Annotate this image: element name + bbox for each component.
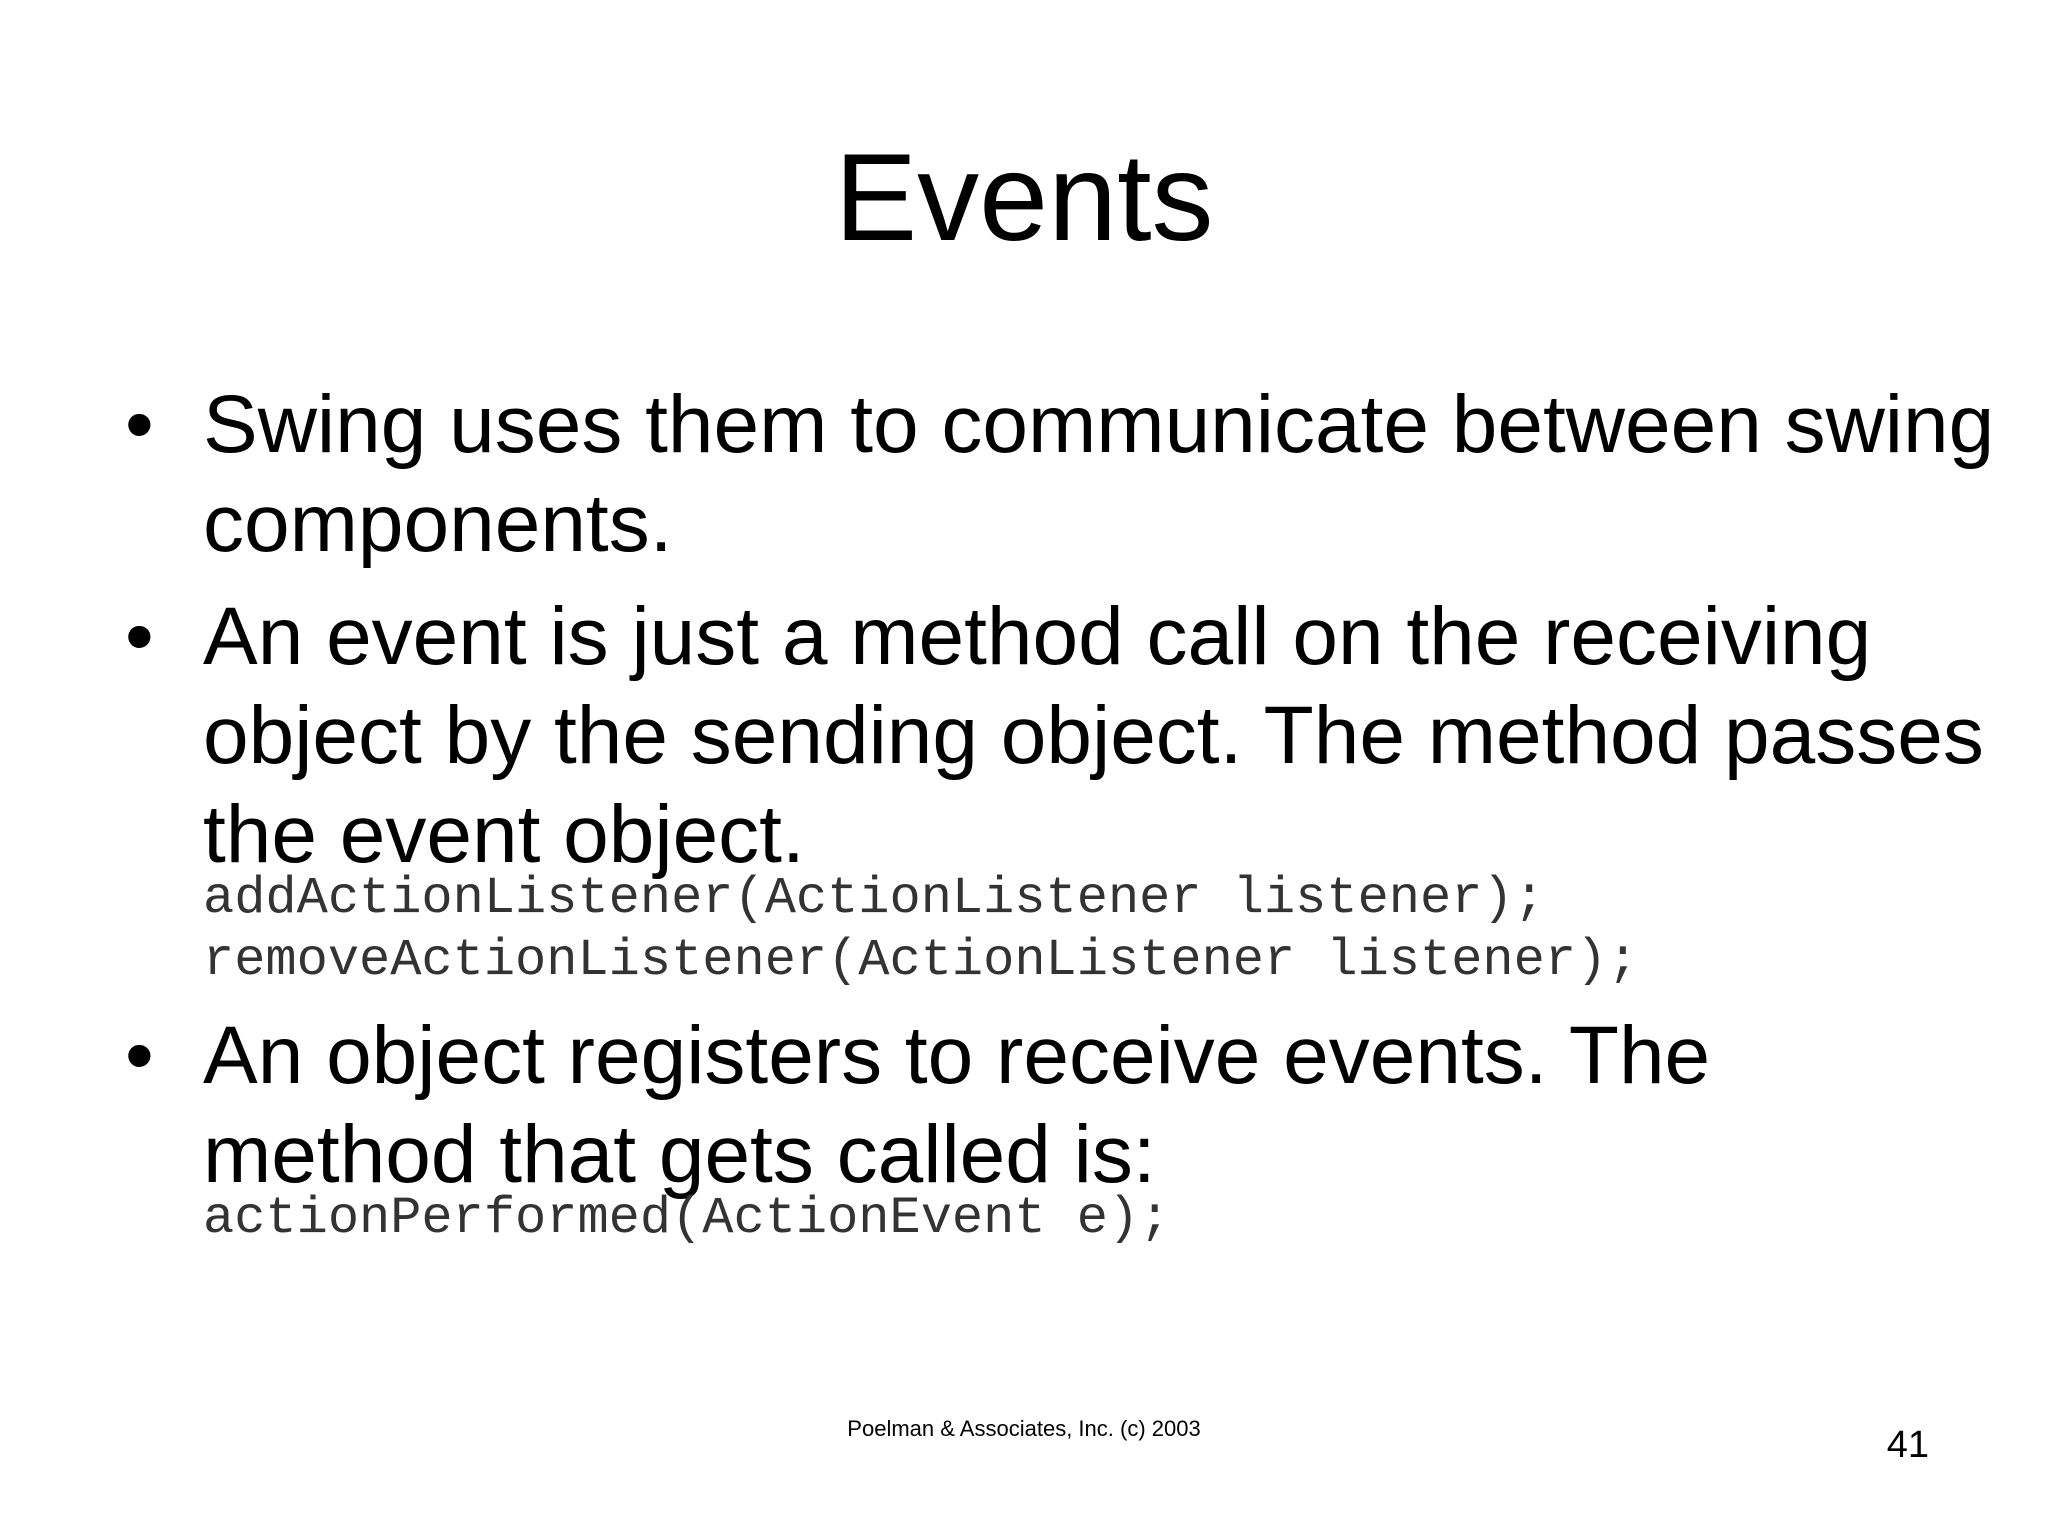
page-number: 41 [1886, 1424, 1929, 1466]
bullet-text: An object registers to receive events. The method that gets called is: [203, 1010, 1711, 1200]
code-line: addActionListener(ActionListener listener); [203, 869, 1545, 928]
bullet-list [125, 375, 1995, 1250]
bullet-item [125, 375, 1995, 573]
bullet-text: Swing uses them to communicate between swing components. [203, 379, 1995, 569]
bullet-item [125, 1006, 1995, 1250]
code-line: actionPerformed(ActionEvent e); [203, 1189, 1171, 1248]
footer-copyright: Poelman & Associates, Inc. (c) 2003 [847, 1416, 1201, 1441]
bullet-item [125, 587, 1995, 992]
bullet-dot: • [125, 1010, 154, 1101]
bullet-dot: • [125, 591, 154, 682]
slide-title: Events [834, 129, 1214, 267]
code-line: removeActionListener(ActionListener listener); [203, 931, 1639, 990]
bullet-text: An event is just a method call on the receiving object by the sending object. The method passes the event object. [203, 591, 1984, 880]
bullet-dot: • [125, 379, 154, 470]
